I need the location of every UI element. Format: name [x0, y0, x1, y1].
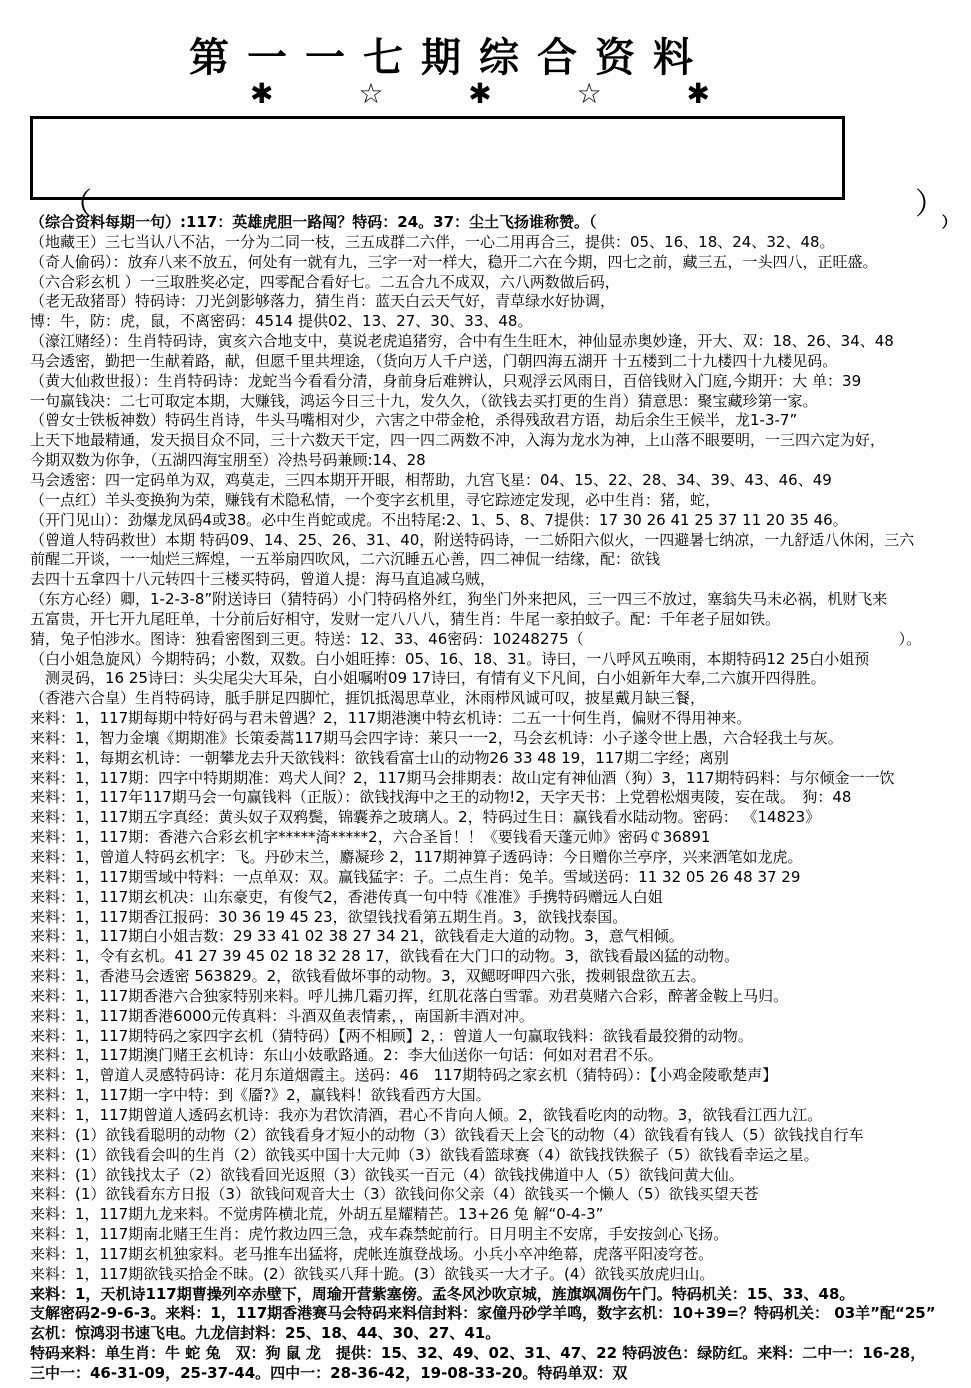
text-line: 来料：1，天机诗117期曹操列卒赤壁下，周瑜开营紫塞傍。孟冬风沙吹京城，旌旗飒凋伤午门。特码机关：15、33、48。: [30, 1284, 855, 1303]
text-line: 来料：1，117期特码之家四字玄机（猜特码）【两不相顾】2，：曾道人一句赢取钱料：欲钱看最狡猾的动物。: [30, 1026, 753, 1045]
text-line: 来料：1，曾道人灵感特码诗：花月东道烟霞主。送码：46 117期特码之家玄机（猜特码）：【小鸡金陵歌楚声】: [30, 1066, 778, 1085]
text-line: （濠江赌经）：生肖特码诗，寅亥六合地支中，莫说老虎追猪穷，合中有生生旺木，神仙显赤奥妙逢，开大、双：18、26、34、48: [30, 332, 894, 351]
text-line: （奇人偷码）：放弃八来不放五，何处有一就有九，三字一对一样大，稳开二六在今期，四七之前，藏三五，一头四八，正旺盛。: [30, 252, 878, 271]
text-line: 测灵码，16 25诗曰：头尖尾尖大耳朵，白小姐嘱咐09 17诗曰，有情有义下凡间，白小姐新年大奉,二六旗开四得胜。: [30, 669, 826, 688]
text-line: 来料：1，117期每期中特好码与君未曾遇？2，117期港澳中特玄机诗：二五一十何生肖，偏财不得用神来。: [30, 709, 752, 728]
text-line: 来料：1，117期：香港六合彩玄机字*****渏*****2，六合圣旨！！《要钱看天蓬元帅》密码￠36891: [30, 828, 711, 847]
text-line: 来料：(1）欲钱找太子（2）欲钱看回光返照（3）欲钱买一百元（4）欲钱找佛道中人（5）欲钱问黄大仙。: [30, 1165, 744, 1184]
text-line: 来料：1，117期九龙来料。不觉虏阵横北荒，外胡五星耀精芒。13+26 兔 解“0-4-3”: [30, 1205, 604, 1224]
text-line: 来料：1，117期香港6000元传真料：斗酒双鱼表情素，，南国新丰酒对冲。: [30, 1006, 534, 1025]
text-line: 来料：1，117期一字中特：到《靥?》2，赢钱料！欲钱看西方大国。: [30, 1086, 491, 1105]
text-line: 来料：1，117期雪域中特料：一点单双：双。赢钱猛字：子。二点生肖：兔羊。雪域送码：11 32 05 26 48 37 29: [30, 867, 801, 886]
text-line: （黄大仙救世报）：生肖特码诗：龙蛇当今看看分清，身前身后难辨认，只观浮云风雨日，百倍钱财入门庭,今期开：大 单：39: [30, 371, 862, 390]
decorative-symbols-row: [250, 77, 710, 110]
text-line: 来料：1，智力金壤《期期准》长策委蒿117期马会四字诗：莱只一一2，马会玄机诗：小子遂令世上愚，六合轻我土与灰。: [30, 728, 843, 747]
text-line: 来料：1，117期五字真经：黄头奴子双鸦鬓，锦囊养之玻璃人。2，特码过生日：赢钱看水陆动物。密码： 《14823》: [30, 808, 821, 827]
text-line: 马会透密，勤把一生献着路，献，但愿千里共埋途，（货向万人千户送，门朝四海五湖开 十五楼到二十九楼四十九楼见码。: [30, 351, 838, 370]
text-line: 来料：1，117期南北赌王生肖：虎竹救边四三急，戎车森禁蛇前行。日月明主不安席，手安按剑心飞扬。: [30, 1225, 729, 1244]
content-lines: [30, 213, 971, 1384]
text-line: 来料：1，每期玄机诗：一朝攀龙去升天欲钱料：欲钱看富士山的动物26 33 48 19，117期二字经；离别: [30, 748, 729, 767]
blank-header-box: [30, 116, 845, 200]
star-icon: ☆: [358, 77, 384, 110]
text-line: （曾女士铁板神数）特码生肖诗，牛头马嘴相对少，六害之中带金枪，杀得残敌君方语，劫后余生王候半，龙1-3-7”: [30, 411, 798, 430]
text-line: 今期双数为你争，（五湖四海宝朋至）冷热号码兼顾:14、28: [30, 451, 426, 470]
text-line: 支解密码2-9-6-3。来料：1，117期香港赛马会特码来料信封料：家僮丹砂学羊鸣，数字玄机：10+39=？特码机关： 03羊”配“25”: [30, 1304, 936, 1323]
text-line: （老无敌猪哥）特码诗：刀光剑影够落力，猜生肖：蓝天白云天气好，青草绿水好协调，: [30, 292, 616, 311]
text-line: 猜，兔子怕涉水。图诗：独看密图到三更。特送：12、33、46密码：10248275（ ）。: [30, 629, 922, 648]
text-line: 来料：1，香港马会透密 563829。2，欲钱看做坏事的动物。3，双鳃呀呷四六张，拨刺银盘欲五去。: [30, 967, 706, 986]
asterisk-icon: ✱: [468, 77, 492, 110]
text-line: 来料：1，117期白小姐吉数：29 33 41 02 38 27 34 21，欲钱看走大道的动物。3，意气相倾。: [30, 927, 684, 946]
text-line: （曾道人特码救世）本期 特码09、14、25、26、31、40，附送特码诗，一二娇阳六似火，一四避暑七纳凉，一九舒适八休闲，三六: [30, 530, 915, 549]
text-line: （地藏王）三七当认八不沾，一分为二同一枝，三五成群二六伴，一心二用再合三，提供：05、16、18、24、32、48。: [30, 232, 835, 251]
text-line: （六合彩玄机 ）一三取胜奖必定，四零配合看好七。二五合九不成双，六八两数做后码，: [30, 272, 620, 291]
text-line: 来料：1，117期曾道人透码玄机诗：我亦为君饮清酒，君心不肯向人倾。2，欲钱看吃肉的动物。3，欲钱看江西九江。: [30, 1105, 823, 1124]
text-line: 去四十五拿四十八元转四十三楼买特码，曾道人提：海马直追减乌贼，: [30, 570, 496, 589]
page-title: 第一一七期综合资料: [189, 34, 711, 81]
text-line: 来料：1，117年117期马会一句赢钱料（正版）：欲钱找海中之王的动物!2，天字天书：上党碧松烟夷陵，妄在哉。 狗：48: [30, 788, 852, 807]
close-paren-decoration: ）: [915, 187, 945, 222]
text-line: 来料：(1）欲钱看东方日报（3）欲钱问观音大士（3）欲钱问你父亲（4）欲钱买一个懒人（5）欲钱买望天苍: [30, 1185, 759, 1204]
text-line: 一句赢钱决：二七可取定本期，大赚钱，鸿运今日三十九，发久久，（欲钱去买打更的生肖）猜意思：聚宝藏珍第一家。: [30, 391, 818, 410]
text-line: （香港六合皇）生肖特码诗，胝手胼足四脚忙，捱饥抵渴思草业，沐雨栉风诚可叹，披星戴月缺三餐，: [30, 689, 706, 708]
text-line: 三中一：46-31-09，25-37-44。四中一：28-36-42，19-08-33-20。特码单双：双: [30, 1363, 628, 1382]
text-line: 五富贵，开七开九尾旺单，十分前后好相守，发财一定八八八，猜生肖：牛尾一豙拍蚊子。配：千年老子屈如铁。: [30, 609, 781, 628]
text-line: 来料：1，117期玄机独家料。老马推车出猛将，虎帐连旗登战场。小兵小卒冲绝幕，虎落平阳凌穹苍。: [30, 1244, 714, 1263]
text-line: 来料：(1）欲钱看聪明的动物（2）欲钱看身才短小的动物（3）欲钱看天上会飞的动物（4）欲钱看有钱人（5）欲钱找自行车: [30, 1125, 864, 1144]
text-line: 来料：1，令有玄机。41 27 39 45 02 18 32 28 17，欲钱看在大门口的动物。3，欲钱看最凶猛的动物。: [30, 947, 740, 966]
text-line: 来料：1，117期玄机决：山东豪吏，有俊气2，香港传真一句中特《准准》手携特码赠远人白姐: [30, 887, 663, 906]
open-paren-decoration: （: [62, 187, 92, 222]
text-line: （综合资料每期一句）:117：英雄虎胆一路闯？特码：24。37：尘土飞扬谁称赞。（ ）: [30, 213, 957, 231]
text-line: 来料：1，117期欲钱买拾金不昧。(2）欲钱买八拜十跪。(3）欲钱买一大才子。(4）欲钱买放虎归山。: [30, 1264, 715, 1283]
text-line: 来料：1，117期澳门赌王玄机诗：东山小妓歌路通。2：李大仙送你一句话：何如对君君不乐。: [30, 1046, 663, 1065]
text-line: 来料：(1）欲钱看会叫的生肖（2）欲钱买中国十大元帅（3）欲钱看篮球赛（4）欲钱找铁猴子（5）欲钱看幸运之星。: [30, 1145, 819, 1164]
text-line: （白小姐急旋风）今期特码；小数，双数。白小姐旺捧：05、16、18、31。诗曰，一八呼风五唤雨，本期特码12 25白小姐预: [30, 649, 870, 668]
text-line: （开门见山）：劲爆龙凤码4或38。必中生肖蛇或虎。不出特尾:2、1、5、8、7提供：17 30 26 41 25 37 11 20 35 46。: [30, 510, 848, 529]
text-line: 前醒二开谈，一一灿烂三辉煌，一五举扇四吹风，二六沉睡五心善，四二神侃一结缘，配：欲钱: [30, 550, 661, 569]
asterisk-icon: ✱: [686, 77, 710, 110]
text-line: 马会透密：四一定码单为双，鸡莫走，三四本期开开眼，相帮助，九宫飞星：04、15、22、28、34、39、43、46、49: [30, 470, 832, 489]
text-line: 来料：1，117期：四字中特期期准：鸡犬人间？2，117期马会排期表：故山定有神仙酒（狗）3，117期特码料：与尔倾金一一饮: [30, 768, 895, 787]
text-line: 来料：1，117期香江报码：30 36 19 45 23，欲望钱找看第五期生肖。3，欲钱找泰国。: [30, 907, 628, 926]
text-line: （东方心经）卿，1-2-3-8”附送诗曰（猜特码）小门特码格外红，狗坐门外来把风，三一四三不放过，塞翁失马未必祸，机财飞来: [30, 590, 888, 609]
text-line: 来料：1，曾道人特码玄机字：飞。丹砂末兰，麝凝珍 2，117期神算子透码诗：今日赠你兰亭序，兴来洒笔如龙虎。: [30, 848, 803, 866]
text-line: 上天下地最精通，发天损目众不同，三十六数天干定，四一四二两数不冲，入海为龙水为神，上山落不眼要明，一三四六定为好，: [30, 431, 886, 450]
text-line: 玄机：惊鸿羽书速飞电。九龙信封料：25、18、44、30、27、41。: [30, 1324, 501, 1343]
asterisk-icon: ✱: [250, 77, 274, 110]
text-line: 特码来料：单生肖：牛 蛇 兔 双：狗 鼠 龙 提供：15、32、49、02、31、47、22 特码波色：绿防红。来料：二中一：16-28，: [30, 1344, 926, 1363]
text-line: 博：牛，防：虎，鼠，不离密码：4514 提供02、13、27、30、33、48。: [30, 312, 533, 331]
text-line: （一点红）羊头变换狗为荣，赚钱有术隐私情，一个变字玄机里，寻它踪迹定发现，必中生肖：猪，蛇，: [30, 490, 721, 509]
star-icon: ☆: [576, 77, 602, 110]
text-line: 来料：1，117期香港六合独家特别来料。呼儿拂几霜刃挥，红肌花落白雪霏。劝君莫赌六合彩，醉著金鞍上马归。: [30, 986, 789, 1005]
